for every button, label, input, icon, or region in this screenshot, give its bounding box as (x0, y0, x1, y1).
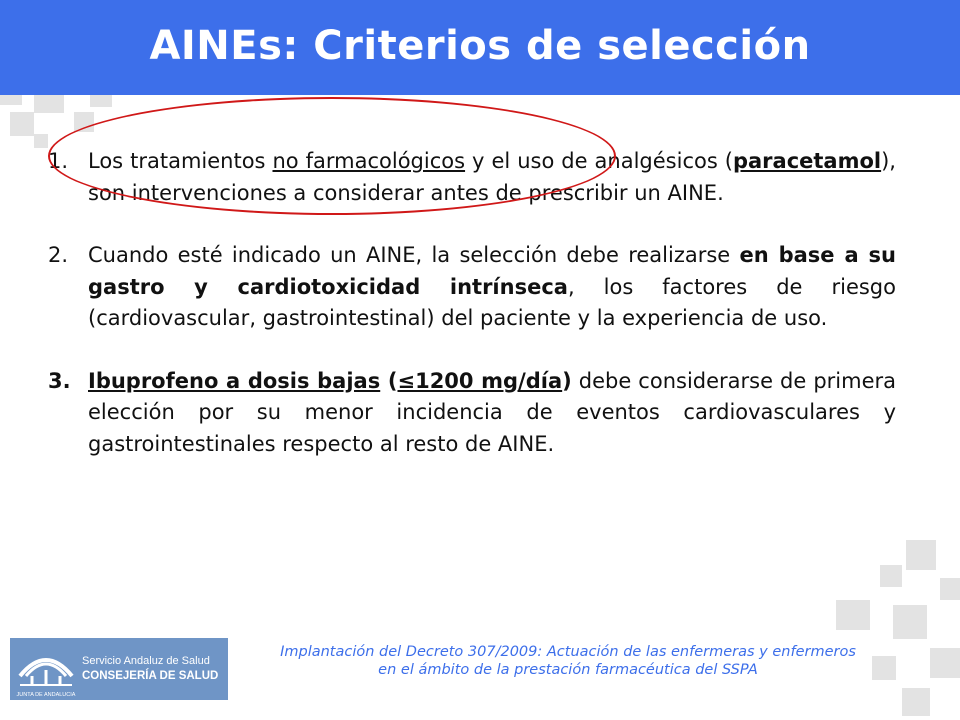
decoration-square (10, 112, 34, 136)
criterion-item (48, 146, 896, 209)
footer-line-1: Implantación del Decreto 307/2009: Actuación de las enfermeras y enfermeros (280, 644, 856, 660)
logo-text (82, 654, 218, 684)
criterion-number: 1. (48, 149, 69, 173)
logo-org-line-2: CONSEJERÍA DE SALUD (82, 670, 219, 682)
decoration-square (90, 95, 112, 107)
criterion-number: 2. (48, 243, 69, 267)
footer-line-2: en el ámbito de la prestación farmacéutica del SSPA (378, 662, 758, 678)
title-bar (0, 0, 960, 95)
footer-text (238, 643, 898, 679)
decoration-square (940, 578, 960, 600)
decoration-square (34, 95, 64, 113)
slide-title: AINEs: Criterios de selección (149, 22, 811, 69)
decoration-square (880, 565, 902, 587)
emblem-caption: JUNTA DE ANDALUCIA (16, 692, 76, 698)
decoration-square (902, 688, 930, 716)
criterion-item (48, 366, 896, 461)
criterion-item (48, 240, 896, 335)
decoration-square (893, 605, 927, 639)
junta-andalucia-emblem-icon (10, 638, 82, 700)
criterion-text: Los tratamientos no farmacológicos y el uso de analgésicos (paracetamol), son intervenciones a considerar antes de prescribir un AINE. (88, 149, 896, 205)
decoration-square (74, 112, 94, 132)
criteria-list (48, 146, 896, 491)
decoration-square (906, 540, 936, 570)
sas-logo (10, 638, 228, 700)
logo-org-line-1: Servicio Andaluz de Salud (82, 655, 210, 667)
criterion-text: Ibuprofeno a dosis bajas (≤1200 mg/día) debe considerarse de primera elección por su menor incidencia de eventos cardiovasculares y gastrointestinales respecto al resto de AINE. (88, 368, 896, 456)
criterion-number: 3. (48, 368, 71, 393)
decoration-square (930, 648, 960, 678)
decoration-square (34, 134, 48, 148)
criterion-text: Cuando esté indicado un AINE, la selección debe realizarse en base a su gastro y cardiotoxicidad intrínseca, los factores de riesgo (cardiovascular, gastrointestinal) del paciente y la experiencia de uso. (88, 243, 896, 330)
decoration-square (836, 600, 870, 630)
decoration-square (0, 95, 22, 105)
